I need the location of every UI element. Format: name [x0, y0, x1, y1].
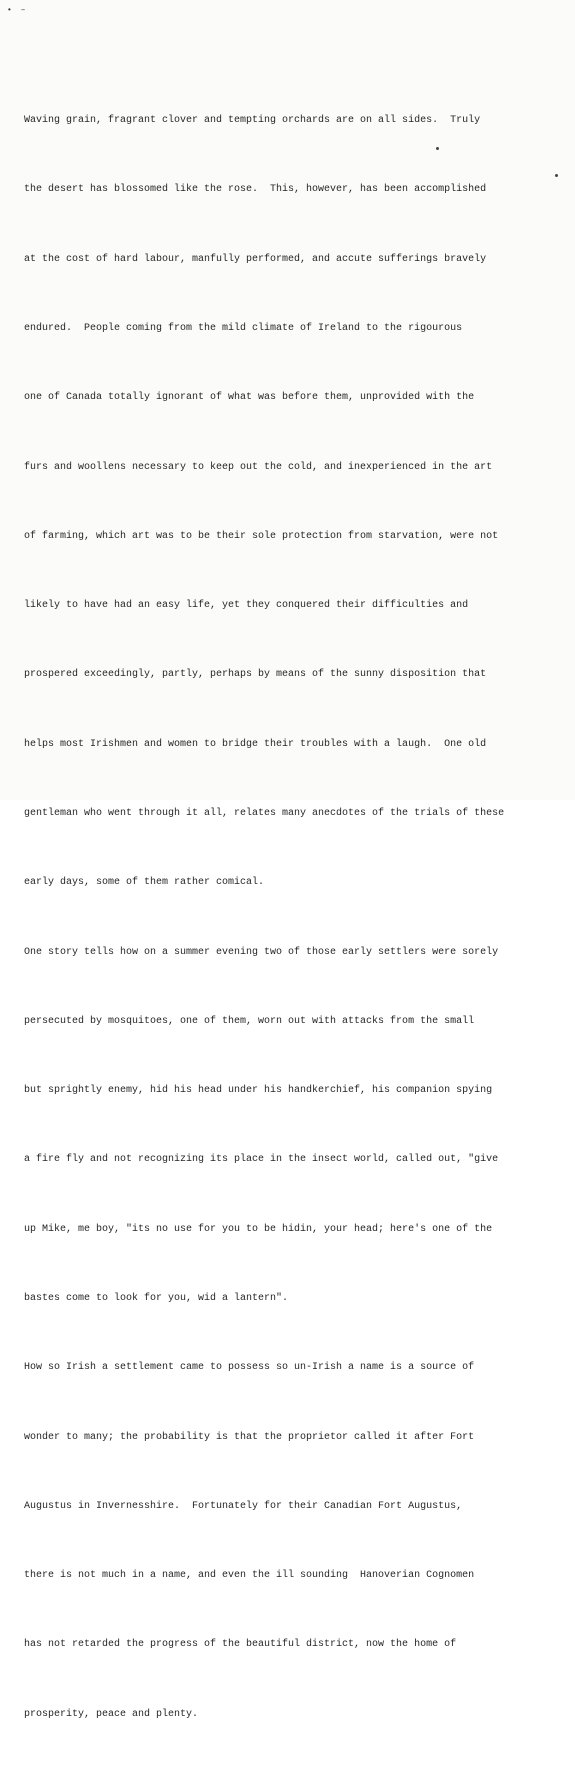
text-line: wonder to many; the probability is that the proprietor called it after Fort: [24, 1431, 475, 1443]
typescript-body: [24, 63, 569, 1772]
text-line: helps most Irishmen and women to bridge their troubles with a laugh. One old: [24, 738, 487, 750]
text-line: the desert has blossomed like the rose. This, however, has been accomplished: [24, 184, 487, 196]
text-line: Waving grain, fragrant clover and tempting orchards are on all sides. Truly: [24, 115, 481, 127]
text-line: up Mike, me boy, "its no use for you to be hidin, your head; here's one of the: [24, 1223, 493, 1235]
text-line: there is not much in a name, and even the ill sounding Hanoverian Cognomen: [24, 1570, 475, 1582]
text-line: furs and woollens necessary to keep out the cold, and inexperienced in the art: [24, 461, 493, 473]
text-line: endured. People coming from the mild climate of Ireland to the rigourous: [24, 323, 463, 335]
text-line: a fire fly and not recognizing its place in the insect world, called out, "give: [24, 1154, 499, 1166]
text-line: bastes come to look for you, wid a lantern".: [24, 1292, 289, 1304]
text-line: One story tells how on a summer evening two of those early settlers were sorely: [24, 946, 499, 958]
text-line: prospered exceedingly, partly, perhaps by means of the sunny disposition that: [24, 669, 487, 681]
text-line: persecuted by mosquitoes, one of them, worn out with attacks from the small: [24, 1015, 475, 1027]
text-line: but sprightly enemy, hid his head under his handkerchief, his companion spying: [24, 1085, 493, 1097]
text-line: prosperity, peace and plenty.: [24, 1708, 199, 1720]
text-line: gentleman who went through it all, relates many anecdotes of the trials of these: [24, 808, 505, 819]
text-line: Augustus in Invernesshire. Fortunately for their Canadian Fort Augustus,: [24, 1500, 463, 1512]
text-line: early days, some of them rather comical.: [24, 877, 265, 889]
text-line: of farming, which art was to be their sole protection from starvation, were not: [24, 530, 499, 542]
corner-mark: • –: [7, 6, 28, 15]
text-line: How so Irish a settlement came to possess so un-Irish a name is a source of: [24, 1362, 475, 1374]
text-line: likely to have had an easy life, yet they conquered their difficulties and: [24, 600, 469, 612]
text-line: at the cost of hard labour, manfully performed, and accute sufferings bravely: [24, 253, 487, 265]
text-line: has not retarded the progress of the beautiful district, now the home of: [24, 1639, 457, 1651]
text-line: one of Canada totally ignorant of what was before them, unprovided with the: [24, 392, 475, 404]
